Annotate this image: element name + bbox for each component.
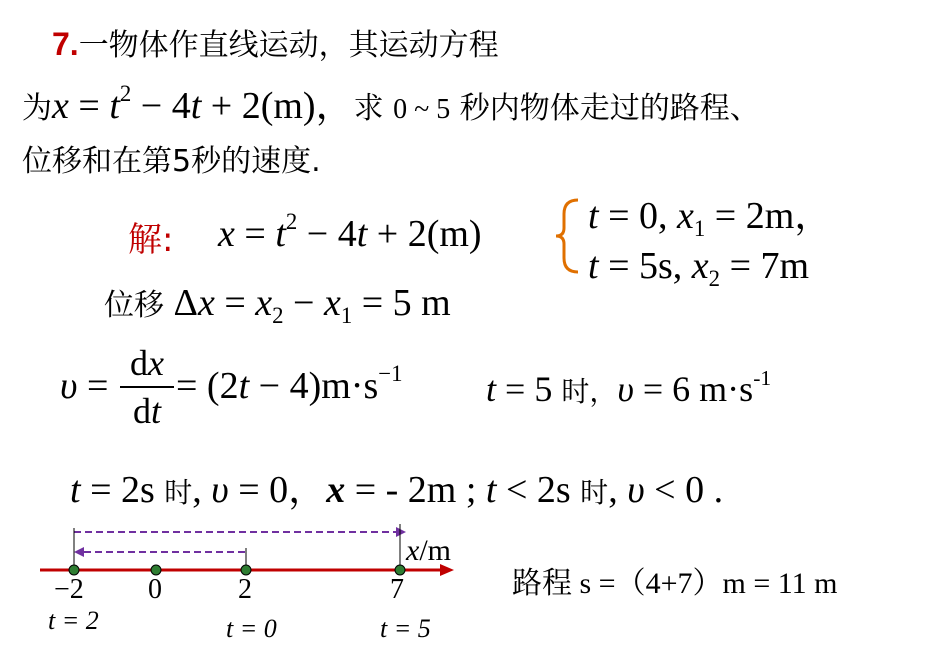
disp-delta: Δ [173,282,198,324]
v-sym: υ [60,365,78,407]
cond2-t: t [588,245,599,287]
disp-minus: − [283,282,324,324]
v5-eq: = 5 [496,369,562,409]
disp-sub2: 2 [272,302,284,328]
velocity-expression [176,360,403,408]
sol-eq: = [234,213,276,255]
l5-t2: t [485,469,497,511]
problem-line-2 [22,74,760,129]
disp-sub1: 1 [340,302,353,328]
condition-2 [588,244,810,291]
sol-t: t [275,213,286,255]
problem-prefix: 为 [22,91,52,126]
v5-v: υ [617,369,634,409]
v-expr-a: = (2 [176,365,239,407]
eq-rest-1: − 4 [131,85,191,127]
v5-shi: 时， [561,375,618,408]
disp-val: = 5 m [352,282,451,324]
v-expr-b: − 4)m·s [249,365,379,407]
problem-suffix-b: 秒内物体走过的路程、 [459,91,760,126]
problem-range: 0 ~ 5 [393,94,451,125]
frac-bar [120,386,174,388]
velocity-at-5 [486,365,772,410]
tick-0: 0 [148,574,162,605]
condition-1 [588,184,832,239]
v5-sup: -1 [753,365,772,390]
problem-text-1: 一物体作直线运动，其运动方程 [78,28,499,63]
path-length [512,558,838,602]
v5-val: = 6 m·s [633,369,754,409]
brace-icon [552,196,582,276]
disp-x2: x [255,282,273,324]
l5-v: υ [211,469,229,511]
path-label: 路程 [512,566,572,601]
time-label-0: t = 0 [226,614,277,643]
solution-label [128,212,173,261]
cond2-val: = 7m [720,245,810,287]
axis-label [406,534,451,568]
eq-sup: 2 [119,80,132,106]
v-eq: = [77,365,109,407]
l5-t: t [70,469,81,511]
sol-rest2: + 2(m) [367,213,482,255]
cond2-sub: 2 [708,265,721,291]
axis-label-x: x [406,534,420,567]
frac-den-t: t [150,391,161,431]
l5-shi: 时 [164,476,193,509]
problem-line-3: 位移和在第5秒的速度. [22,144,321,179]
path-formula: s =（4+7）m = 11 m [579,567,838,600]
axis-label-unit: /m [419,534,451,567]
frac-den-d: d [132,391,151,431]
l5-v2: υ [627,469,645,511]
fraction [120,342,174,432]
l5-x: x [326,469,346,511]
eq-rest-2: + 2(m)， [201,85,354,127]
l5-e: < 2s [496,469,581,511]
path-arrow-lower-head-icon [74,547,84,557]
frac-denominator [120,390,174,432]
eq-t2: t [190,85,202,127]
turning-point-line [70,458,723,513]
v5-t: t [486,369,497,409]
eq-x: x [52,85,69,127]
l5-g: < 0 . [644,469,724,511]
v-expr-t: t [238,365,250,407]
disp-x: x [197,282,215,324]
l5-b: , [192,469,212,511]
l5-d: = - 2m ; [345,469,486,511]
l5-shi2: 时 [580,476,609,509]
tick-2: 2 [238,574,252,605]
l5-a: = 2s [80,469,165,511]
cond1-x: x [677,195,694,237]
cond1-val: = 2m， [705,195,833,237]
time-label-2: t = 2 [48,606,99,635]
problem-line-1 [52,20,499,64]
cond1-sub: 1 [693,215,706,241]
l5-f: , [608,469,628,511]
eq-eq: = [68,85,110,127]
sol-t2: t [356,213,368,255]
sol-rest1: − 4 [297,213,357,255]
tick-7: 7 [390,574,404,605]
solution-equation [218,208,482,256]
problem-number: 7. [52,26,79,62]
v-expr-sup: −1 [378,360,403,386]
sol-sup: 2 [285,208,298,234]
solution-label-text: 解: [128,220,174,260]
problem-suffix-a: 求 [353,91,384,126]
disp-x1: x [323,282,341,324]
time-label-5: t = 5 [380,614,431,643]
eq-t: t [109,85,120,127]
disp-label: 位移 [104,288,164,323]
cond1-rest: = 0, [598,195,668,237]
frac-num-x: x [148,343,164,383]
cond2-x: x [691,245,709,287]
displacement [104,280,451,328]
frac-numerator [120,342,174,384]
tick-neg2: −2 [54,574,84,605]
sol-x: x [218,213,235,255]
path-arrow-upper-head-icon [396,527,406,537]
velocity-symbol [60,364,108,408]
cond1-t: t [588,195,599,237]
l5-c: = 0， [228,469,327,511]
disp-eq: = [214,282,256,324]
cond2-rest: = 5s, [598,245,683,287]
frac-num-d: d [130,343,148,383]
